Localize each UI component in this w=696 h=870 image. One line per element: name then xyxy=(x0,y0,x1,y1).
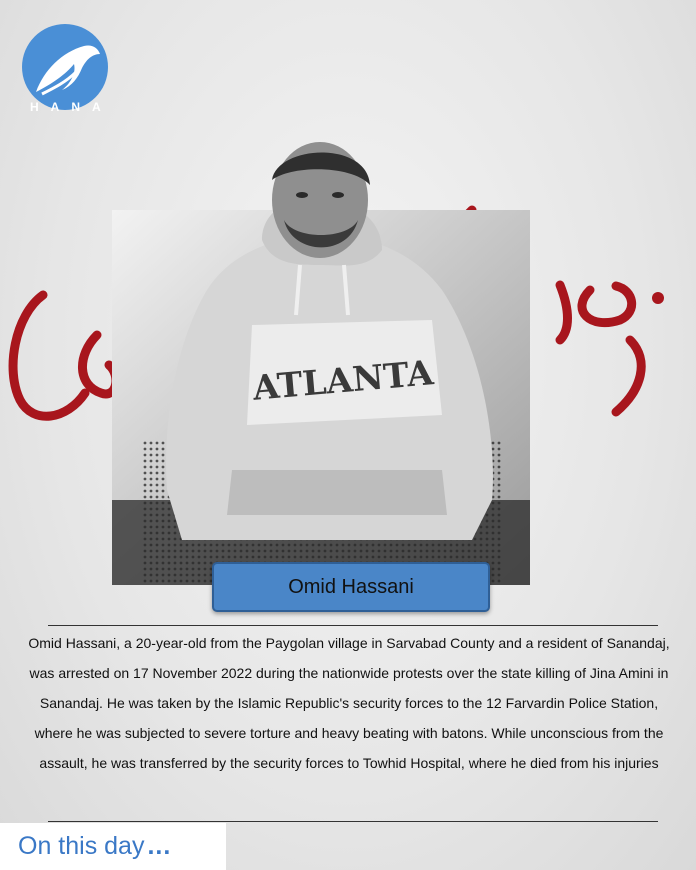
divider-top xyxy=(48,625,658,626)
hana-logo xyxy=(22,24,108,110)
name-banner xyxy=(212,562,490,612)
divider-bottom xyxy=(48,821,658,822)
on-this-day-text: On this day xyxy=(18,832,145,860)
logo-text: HANA xyxy=(30,100,113,114)
dove-icon xyxy=(22,24,108,110)
portrait-photo xyxy=(112,140,530,585)
story-text: Omid Hassani, a 20-year-old from the Paygolan village in Sarvabad County and a resident of Sanandaj, was arrested on 17 November 2022 during the nationwide protests over the state killing of Jina Amini in Sanandaj. He was taken by the Islamic Republic's security forces to the 12 Farvardin Police Station, where he was subjected to severe torture and heavy beating with batons. While unconscious from the assault, he was transferred by the security forces to Towhid Hospital, where he died from his injuries xyxy=(28,635,670,771)
shirt-text: ATLANTA xyxy=(251,353,435,409)
person-name: Omid Hassani xyxy=(288,575,414,598)
ellipsis: ... xyxy=(147,832,172,860)
on-this-day-label xyxy=(0,823,226,870)
